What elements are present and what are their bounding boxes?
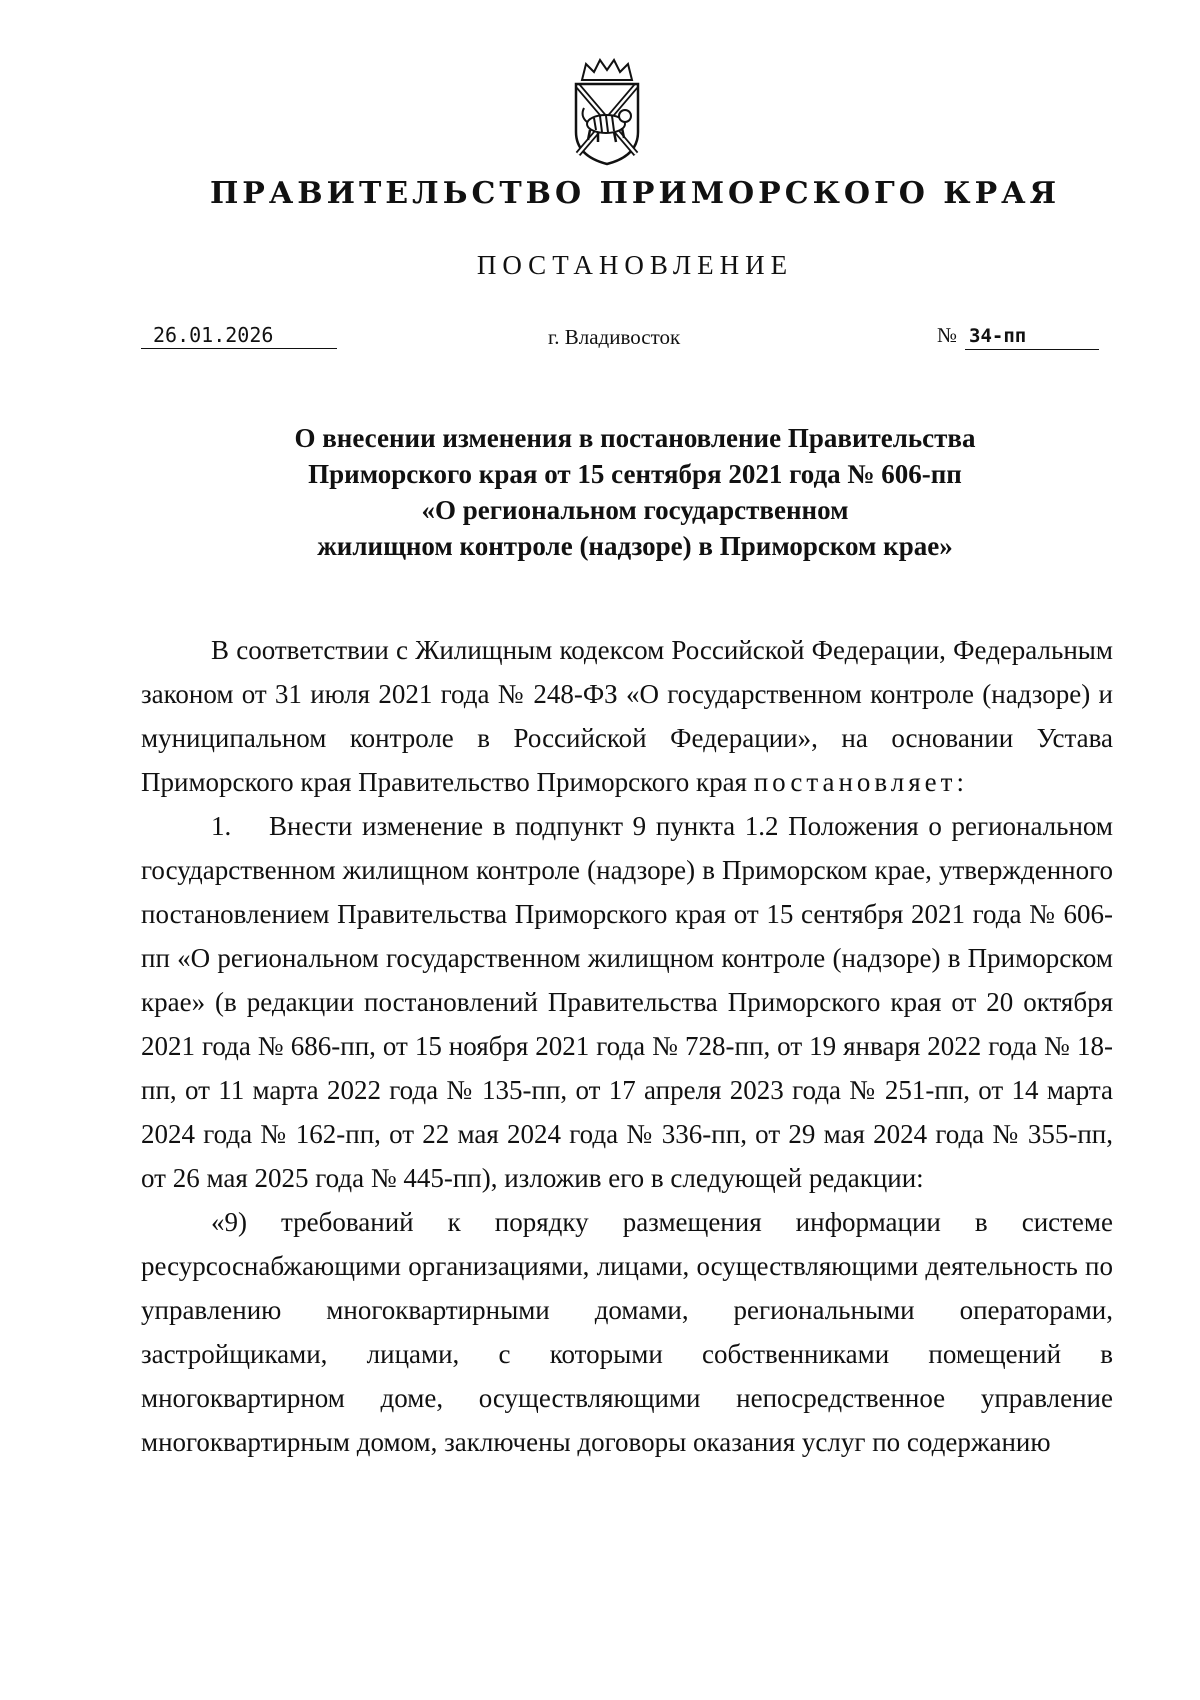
item-1-text: Внести изменение в подпункт 9 пункта 1.2 Положения о региональном государственном жилищном контроле (надзоре) в Приморском крае, утвержденного постановлением Правительства Приморского края от 15 сентября 2021 года № 606-пп «О региональном государственном жилищном контроле (надзоре) в Приморском крае» (в редакции постановлений Правительства Приморского края от 20 октября 2021 года № 686-пп, от 15 ноября 2021 года № 728-пп, от 19 января 2022 года № 18-пп, от 11 марта 2022 года № 135-пп, от 17 апреля 2023 года № 251-пп, от 14 марта 2024 года № 162-пп, от 22 мая 2024 года № 336-пп, от 29 мая 2024 года № 355-пп, от 26 мая 2025 года № 445-пп), изложив его в следующей редакции: bbox=[141, 811, 1113, 1193]
subject-line: «О региональном государственном bbox=[421, 495, 849, 525]
document-number-field bbox=[937, 322, 1113, 350]
document-body bbox=[141, 628, 1113, 1464]
subject-line: О внесении изменения в постановление Правительства bbox=[294, 423, 976, 453]
document-type: ПОСТАНОВЛЕНИЕ bbox=[476, 250, 794, 280]
quote-text: «9) требований к порядку размещения информации в системе ресурсоснабжающими организациями, лицами, осуществляющими деятельность по управлению многоквартирными домами, региональными операторами, застройщиками, лицами, с которыми собственниками помещений в многоквартирном доме, осуществляющими непосредственное управление многоквартирным домом, заключены договоры оказания услуг по содержанию bbox=[141, 1207, 1113, 1457]
item-number: 1. bbox=[211, 811, 232, 841]
primorsky-coat-of-arms-icon bbox=[572, 58, 642, 166]
government-title: ПРАВИТЕЛЬСТВО ПРИМОРСКОГО КРАЯ bbox=[209, 176, 1061, 211]
item-1-paragraph bbox=[141, 804, 1113, 1200]
intro-paragraph bbox=[141, 628, 1113, 804]
subject-line: жилищном контроле (надзоре) в Приморском крае» bbox=[317, 531, 953, 561]
subject-line: Приморского края от 15 сентября 2021 года № 606-пп bbox=[308, 459, 962, 489]
document-date: 26.01.2026 bbox=[141, 322, 337, 349]
quote-paragraph bbox=[141, 1200, 1113, 1464]
document-city: г. Владивосток bbox=[548, 325, 681, 349]
resolves-word: постановляет: bbox=[753, 767, 968, 797]
document-number: 34-пп bbox=[965, 323, 1099, 350]
number-sign: № bbox=[937, 323, 958, 347]
intro-text: В соответствии с Жилищным кодексом Российской Федерации, Федеральным законом от 31 июля 2021 года № 248-ФЗ «О государственном контроле (надзоре) и муниципальном контроле в Российской Федерации», на основании Устава Приморского края Правительство Приморского края bbox=[141, 635, 1113, 797]
document-subject bbox=[200, 420, 1070, 564]
